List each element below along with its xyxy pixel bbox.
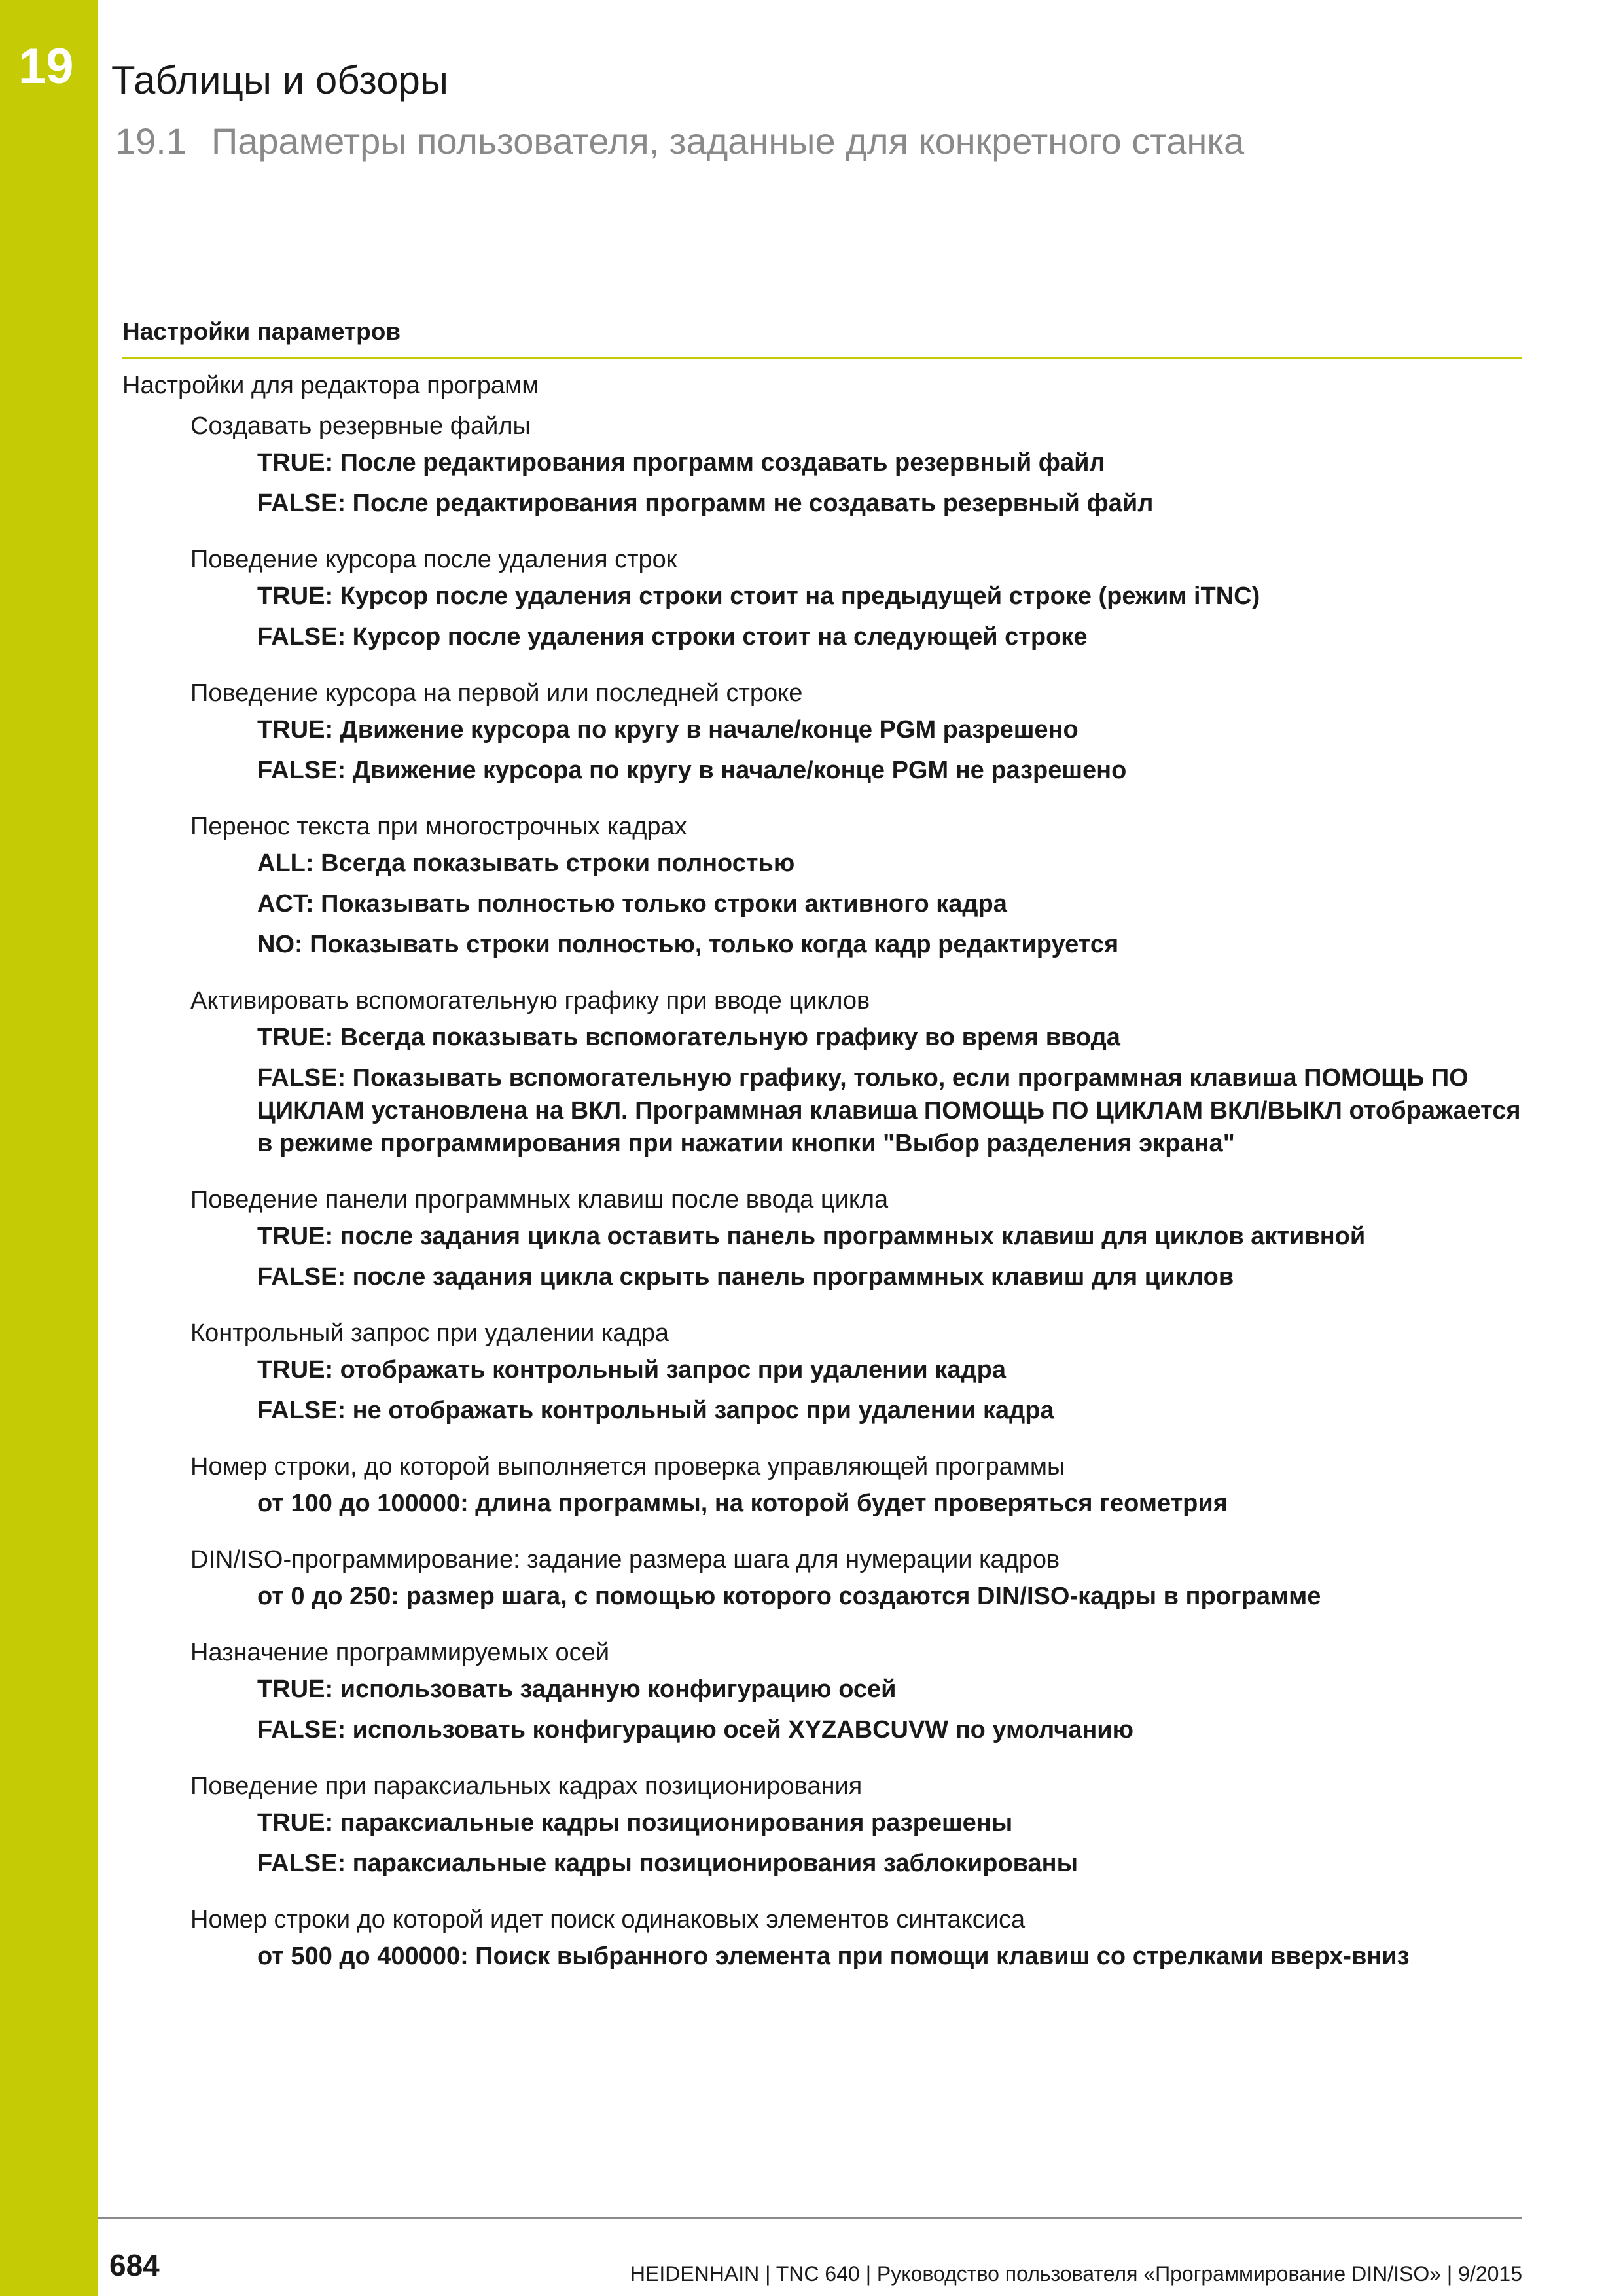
parameter-name: Номер строки до которой идет поиск одинаковых элементов синтаксиса xyxy=(190,1906,1026,1933)
parameter-option: от 500 до 400000: Поиск выбранного элемента при помощи клавиш со стрелками вверх-вниз xyxy=(257,1943,1410,1970)
section-number: 19.1 xyxy=(115,120,187,162)
page-number: 684 xyxy=(109,2248,160,2282)
parameter-option: FALSE: параксиальные кадры позиционирования заблокированы xyxy=(257,1850,1079,1877)
header-divider xyxy=(122,357,1522,359)
parameter-block xyxy=(122,980,1522,1160)
table-header: Настройки параметров xyxy=(122,318,401,345)
parameter-option: TRUE: После редактирования программ создавать резервный файл xyxy=(257,449,1105,476)
parameter-block xyxy=(122,1313,1522,1427)
parameter-option: FALSE: После редактирования программ не создавать резервный файл xyxy=(257,490,1154,517)
parameter-option: FALSE: Курсор после удаления строки стоит на следующей строке xyxy=(257,623,1088,651)
parameter-block xyxy=(122,1179,1522,1293)
params-container xyxy=(122,406,1522,1973)
parameter-name: Создавать резервные файлы xyxy=(190,412,531,440)
parameter-block xyxy=(122,406,1522,520)
parameter-list xyxy=(122,365,1522,1981)
parameter-option: TRUE: после задания цикла оставить панель программных клавиш для циклов активной xyxy=(257,1223,1366,1250)
section-heading: Параметры пользователя, заданные для конкретного станка xyxy=(211,120,1245,162)
parameter-option: FALSE: после задания цикла скрыть панель программных клавиш для циклов xyxy=(257,1263,1234,1291)
group-title: Настройки для редактора программ xyxy=(122,372,539,399)
parameter-option: ACT: Показывать полностью только строки активного кадра xyxy=(257,890,1007,918)
parameter-option: FALSE: не отображать контрольный запрос при удалении кадра xyxy=(257,1397,1054,1424)
parameter-block xyxy=(122,1446,1522,1520)
parameter-block xyxy=(122,539,1522,653)
chapter-number: 19 xyxy=(18,39,74,94)
footer-divider xyxy=(98,2217,1522,2219)
parameter-option: FALSE: Показывать вспомогательную графику, только, если программная клавиша ПОМОЩЬ ПО ЦИКЛАМ установлена на ВКЛ. Программная клавиша ПОМОЩЬ ПО ЦИКЛАМ ВКЛ/ВЫКЛ отображается в режиме программирования при нажатии кнопки "Выбор разделения экрана" xyxy=(257,1064,1521,1157)
parameter-option: NO: Показывать строки полностью, только когда кадр редактируется xyxy=(257,931,1119,958)
parameter-name: Активировать вспомогательную графику при вводе циклов xyxy=(190,987,870,1014)
parameter-name: Контрольный запрос при удалении кадра xyxy=(190,1319,669,1347)
parameter-name: Поведение курсора на первой или последней строке xyxy=(190,679,803,707)
parameter-option: TRUE: отображать контрольный запрос при удалении кадра xyxy=(257,1356,1006,1384)
parameter-option: от 100 до 100000: длина программы, на которой будет проверяться геометрия xyxy=(257,1490,1228,1517)
parameter-block xyxy=(122,1766,1522,1880)
parameter-block xyxy=(122,1632,1522,1746)
parameter-name: Перенос текста при многострочных кадрах xyxy=(190,813,687,840)
parameter-option: FALSE: использовать конфигурацию осей XYZABCUVW по умолчанию xyxy=(257,1716,1134,1744)
parameter-name: Поведение панели программных клавиш после ввода цикла xyxy=(190,1186,889,1213)
parameter-option: от 0 до 250: размер шага, с помощью которого создаются DIN/ISO-кадры в программе xyxy=(257,1583,1321,1610)
parameter-option: TRUE: Курсор после удаления строки стоит на предыдущей строке (режим iTNC) xyxy=(257,583,1260,610)
parameter-option: FALSE: Движение курсора по кругу в начале/конце PGM не разрешено xyxy=(257,757,1127,784)
footer-text: HEIDENHAIN | TNC 640 | Руководство пользователя «Программирование DIN/ISO» | 9/2015 xyxy=(630,2262,1522,2286)
parameter-option: TRUE: Движение курсора по кругу в начале/конце PGM разрешено xyxy=(257,716,1079,744)
parameter-option: ALL: Всегда показывать строки полностью xyxy=(257,850,795,877)
chapter-title: Таблицы и обзоры xyxy=(111,58,448,102)
parameter-name: Номер строки, до которой выполняется проверка управляющей программы xyxy=(190,1453,1065,1480)
parameter-option: TRUE: параксиальные кадры позиционирования разрешены xyxy=(257,1809,1013,1837)
parameter-name: Поведение при параксиальных кадрах позиционирования xyxy=(190,1772,863,1800)
parameter-block xyxy=(122,806,1522,961)
parameter-name: Назначение программируемых осей xyxy=(190,1639,610,1666)
parameter-name: DIN/ISO-программирование: задание размера шага для нумерации кадров xyxy=(190,1546,1060,1573)
parameter-option: TRUE: использовать заданную конфигурацию осей xyxy=(257,1676,897,1703)
parameter-block xyxy=(122,673,1522,787)
section-title xyxy=(115,120,1244,162)
parameter-block xyxy=(122,1899,1522,1973)
parameter-block xyxy=(122,1539,1522,1613)
parameter-name: Поведение курсора после удаления строк xyxy=(190,546,677,573)
parameter-option: TRUE: Всегда показывать вспомогательную графику во время ввода xyxy=(257,1024,1120,1051)
chapter-sidebar xyxy=(0,0,98,2296)
